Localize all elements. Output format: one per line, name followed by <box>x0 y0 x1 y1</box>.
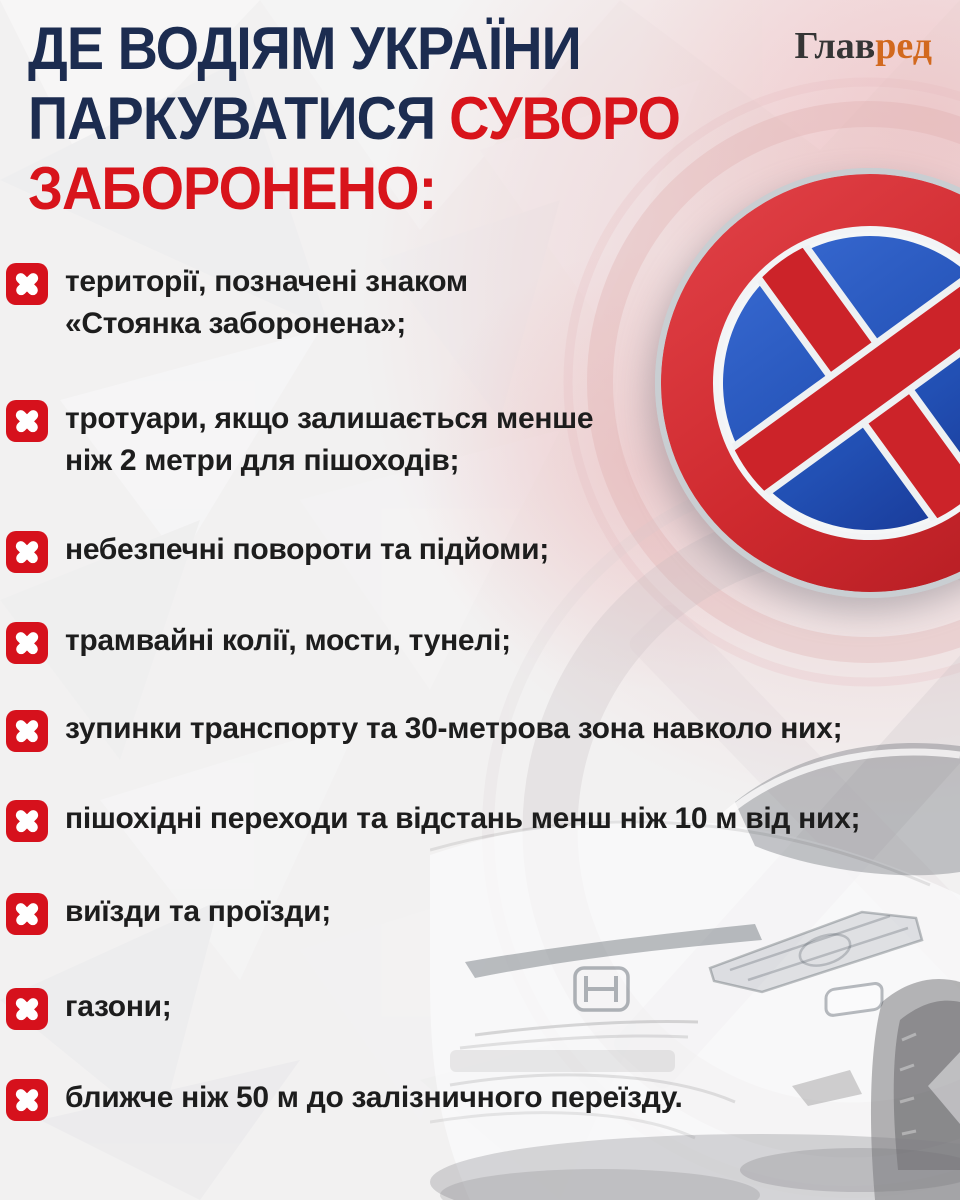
logo-part-dark: Глав <box>794 25 876 67</box>
list-item-text <box>65 798 940 840</box>
x-mark-icon <box>6 531 48 573</box>
list-item <box>0 891 940 933</box>
list-item-text <box>65 891 940 933</box>
headline <box>28 14 680 224</box>
list-item-text <box>65 529 940 571</box>
list-item-line: виїзди та проїзди; <box>65 895 331 928</box>
logo-part-orange: ред <box>875 25 932 67</box>
list-item-text <box>65 398 940 482</box>
list-item <box>0 529 940 571</box>
list-item-text <box>65 986 940 1028</box>
list-item-line: ближче ніж 50 м до залізничного переїзду. <box>65 1081 683 1114</box>
headline-text-red: СУВОРО <box>449 85 681 152</box>
headline-line2 <box>28 84 680 154</box>
x-mark-icon <box>6 263 48 305</box>
headline-line3 <box>28 154 680 224</box>
list-item-line: ніж 2 метри для пішоходів; <box>65 444 460 477</box>
list-item <box>0 1077 940 1119</box>
list-item <box>0 798 940 840</box>
list-item-line: території, позначені знаком <box>65 265 468 298</box>
list-item-text <box>65 620 940 662</box>
x-mark-icon <box>6 1079 48 1121</box>
list-item <box>0 986 940 1028</box>
list-item <box>0 708 940 750</box>
list-item-line: «Стоянка заборонена»; <box>65 307 406 340</box>
headline-text-dark: ПАРКУВАТИСЯ <box>28 85 436 152</box>
list-item-line: тротуари, якщо залишається менше <box>65 402 594 435</box>
list-item-line: зупинки транспорту та 30-метрова зона навколо них; <box>65 712 843 745</box>
x-mark-icon <box>6 800 48 842</box>
list-item-line: трамвайні колії, мости, тунелі; <box>65 624 511 657</box>
x-mark-icon <box>6 988 48 1030</box>
list-item-text <box>65 708 940 750</box>
headline-line1 <box>28 14 680 84</box>
list-item <box>0 261 940 345</box>
x-mark-icon <box>6 400 48 442</box>
list-item-text <box>65 261 940 345</box>
list-item-line: пішохідні переходи та відстань менш ніж 10 м від них; <box>65 802 861 835</box>
headline-text-dark: ДЕ ВОДІЯМ УКРАЇНИ <box>28 15 581 82</box>
x-mark-icon <box>6 893 48 935</box>
list-item <box>0 620 940 662</box>
list-item-text <box>65 1077 940 1119</box>
list-item-line: небезпечні повороти та підйоми; <box>65 533 549 566</box>
x-mark-icon <box>6 622 48 664</box>
glavred-logo[interactable] <box>795 24 932 68</box>
headline-text-red: ЗАБОРОНЕНО: <box>28 155 437 222</box>
list-item <box>0 398 940 482</box>
list-item-line: газони; <box>65 990 172 1023</box>
x-mark-icon <box>6 710 48 752</box>
